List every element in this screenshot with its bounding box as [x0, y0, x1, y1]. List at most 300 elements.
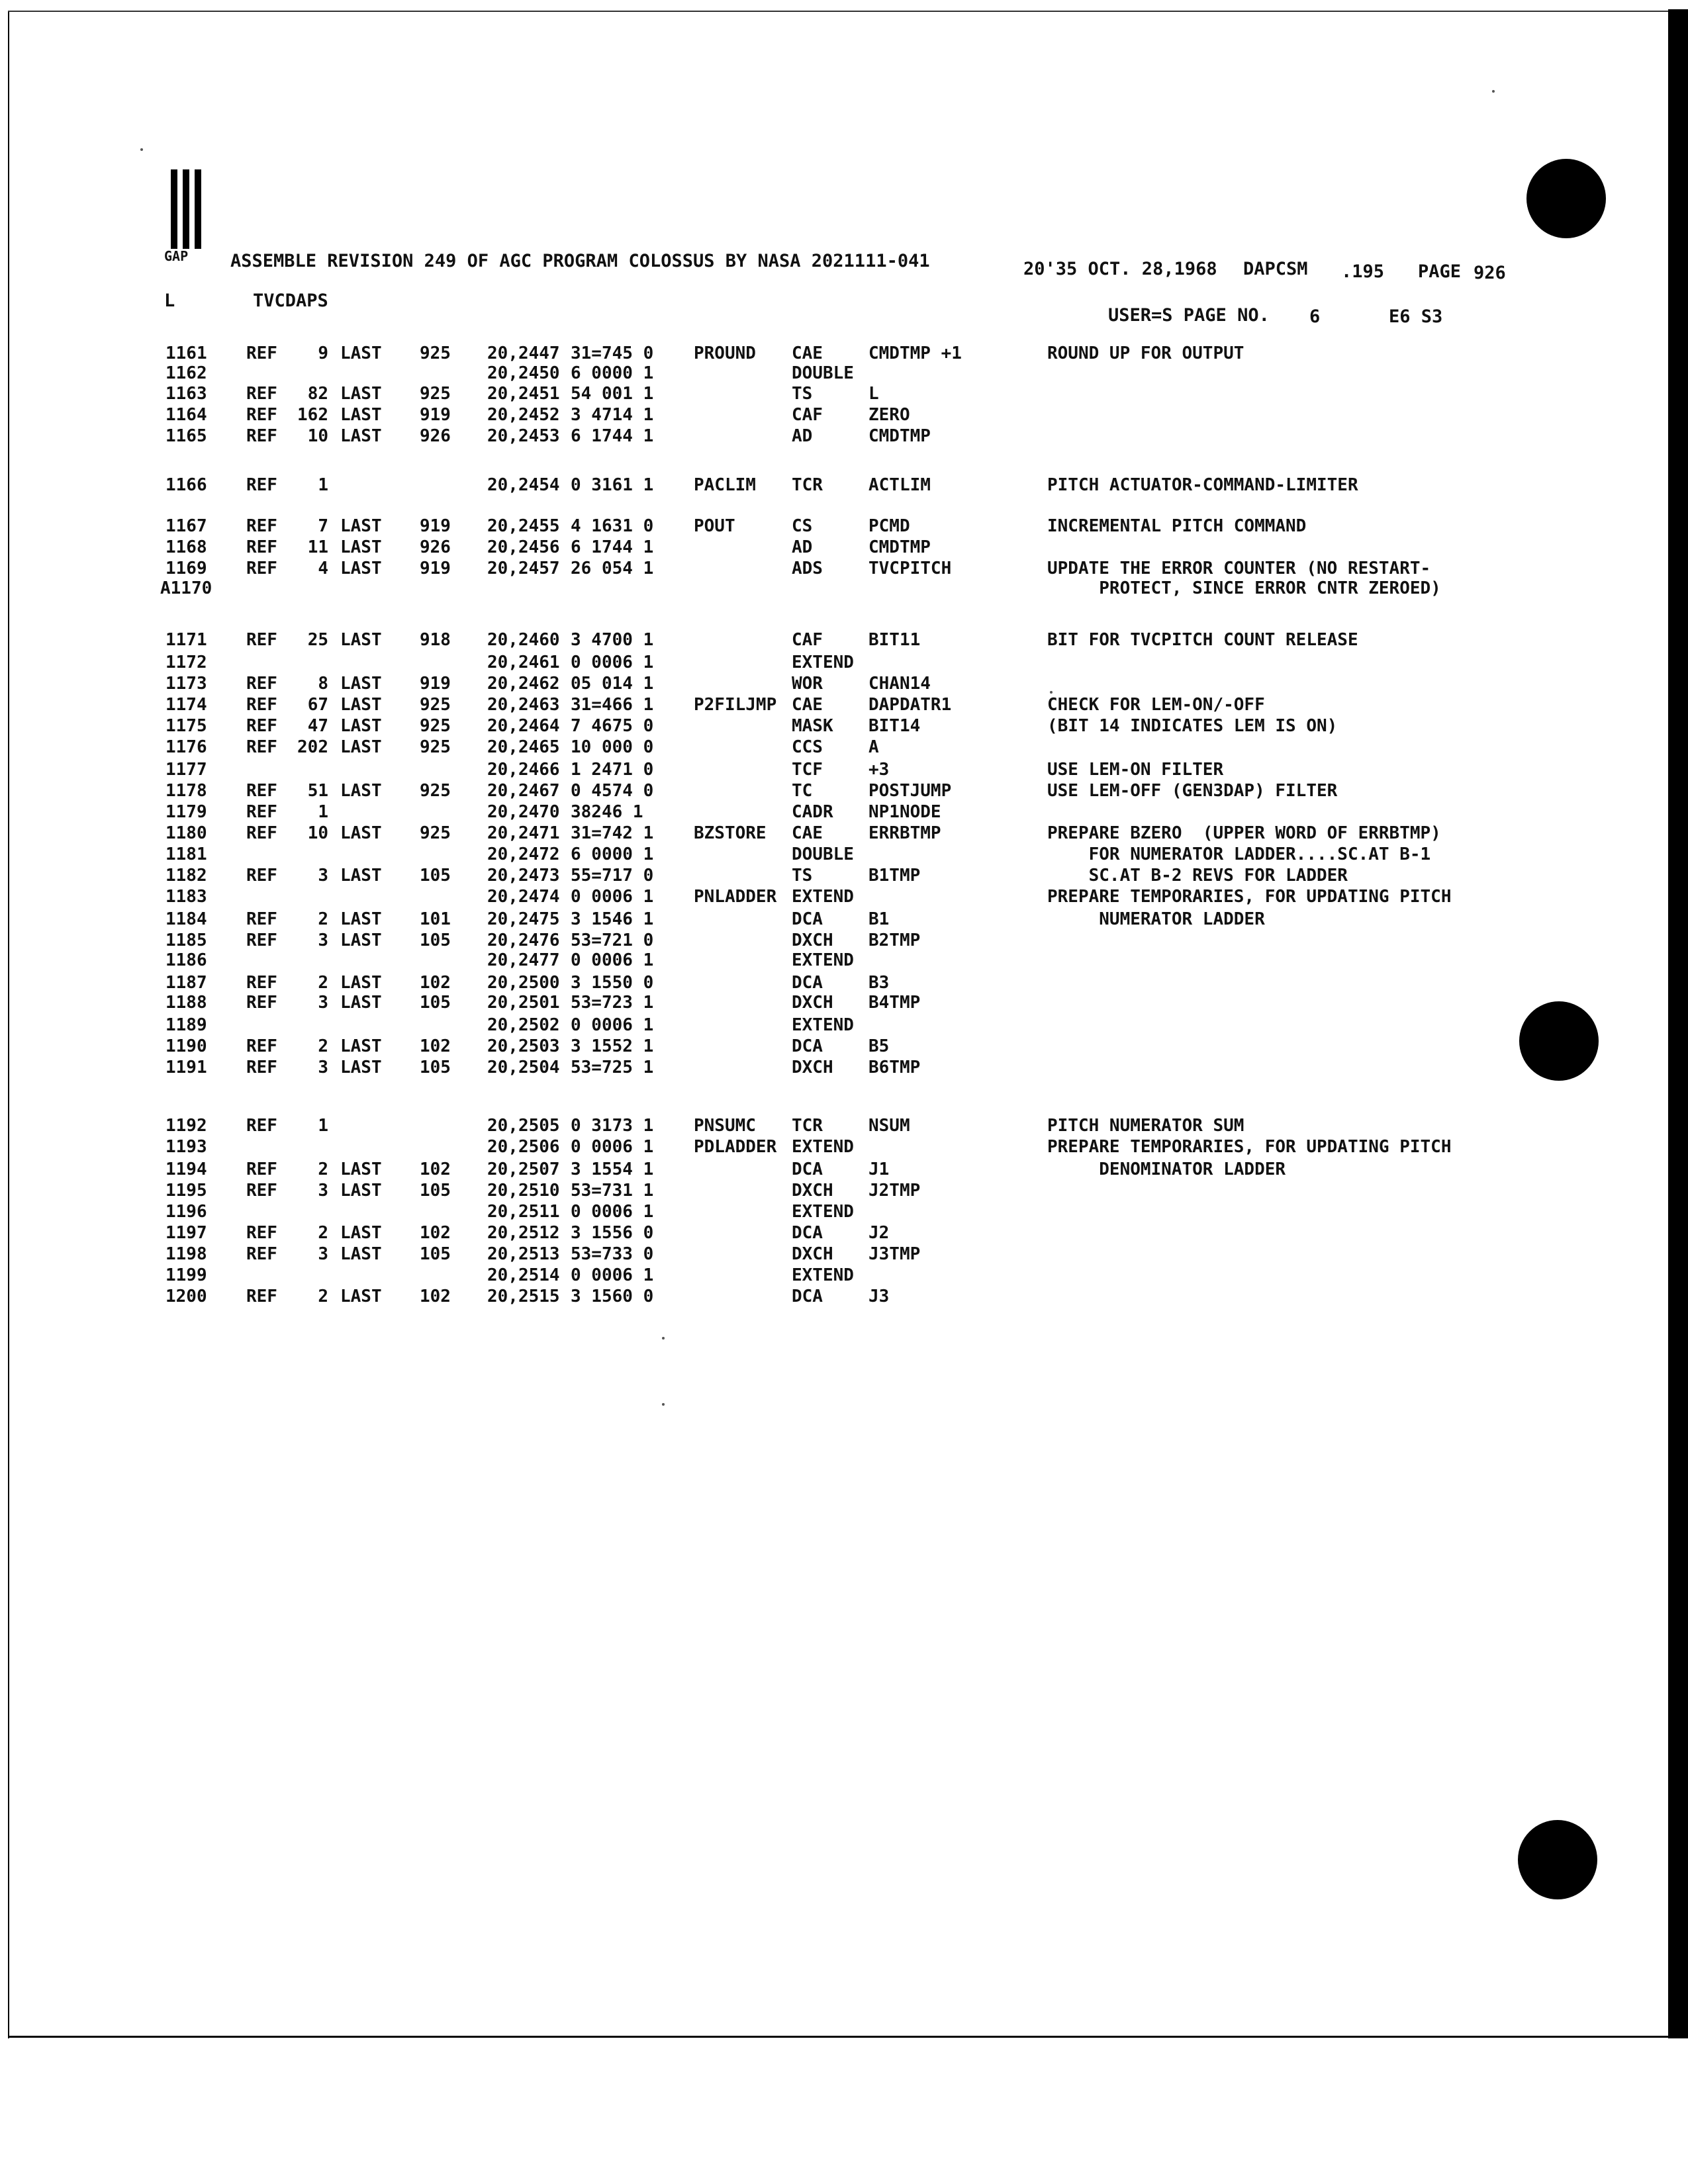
address: 20,2461 — [487, 653, 560, 672]
address: 20,2474 — [487, 887, 560, 907]
opcode: WOR — [792, 674, 823, 694]
address: 20,2513 — [487, 1244, 560, 1264]
comment: USE LEM-ON FILTER — [1047, 760, 1224, 780]
operand: B2TMP — [868, 931, 921, 950]
opcode: CAF — [792, 630, 823, 650]
ref-keyword: REF — [246, 343, 277, 363]
punch-hole-bottom — [1518, 1820, 1597, 1899]
opcode: DCA — [792, 909, 823, 929]
opcode: ADS — [792, 559, 823, 578]
line-number: 1172 — [165, 653, 207, 672]
address: 20,2456 — [487, 537, 560, 557]
address: 20,2500 — [487, 973, 560, 993]
last-keyword: LAST — [340, 866, 382, 886]
opcode: DOUBLE — [792, 363, 854, 383]
octal-code: 55=717 0 — [571, 866, 654, 886]
address: 20,2507 — [487, 1160, 560, 1179]
octal-code: 31=466 1 — [571, 695, 654, 715]
ref-count: 162 — [297, 405, 328, 425]
ref-page: 925 — [420, 823, 451, 843]
octal-code: 6 0000 1 — [571, 844, 654, 864]
opcode: TS — [792, 384, 813, 404]
ref-keyword: REF — [246, 426, 277, 446]
operand: J2TMP — [868, 1181, 921, 1201]
line-number: 1161 — [165, 343, 207, 363]
ref-count: 3 — [318, 1181, 328, 1201]
ref-count: 3 — [318, 931, 328, 950]
operand: B4TMP — [868, 993, 921, 1013]
line-number: 1198 — [165, 1244, 207, 1264]
line-number: 1173 — [165, 674, 207, 694]
operand: B5 — [868, 1036, 890, 1056]
ref-keyword: REF — [246, 866, 277, 886]
opcode: DXCH — [792, 1244, 833, 1264]
header-page-label: PAGE — [1418, 261, 1462, 282]
ref-keyword: REF — [246, 695, 277, 715]
ref-keyword: REF — [246, 559, 277, 578]
comment: CHECK FOR LEM-ON/-OFF — [1047, 695, 1265, 715]
speck — [662, 1337, 665, 1340]
comment: PREPARE TEMPORARIES, FOR UPDATING PITCH — [1047, 1137, 1452, 1157]
address: 20,2477 — [487, 950, 560, 970]
page-bottom-edge — [8, 2036, 1669, 2038]
address: 20,2464 — [487, 716, 560, 736]
octal-code: 6 0000 1 — [571, 363, 654, 383]
ref-keyword: REF — [246, 405, 277, 425]
line-number: 1164 — [165, 405, 207, 425]
operand: BIT11 — [868, 630, 921, 650]
ref-page: 105 — [420, 1058, 451, 1077]
last-keyword: LAST — [340, 973, 382, 993]
line-number: 1186 — [165, 950, 207, 970]
ref-keyword: REF — [246, 630, 277, 650]
comment: FOR NUMERATOR LADDER....SC.AT B-1 — [1047, 844, 1431, 864]
ref-count: 2 — [318, 1223, 328, 1243]
opcode: CS — [792, 516, 813, 536]
ref-keyword: REF — [246, 737, 277, 757]
opcode: TC — [792, 781, 813, 801]
comment: INCREMENTAL PITCH COMMAND — [1047, 516, 1307, 536]
line-number: 1185 — [165, 931, 207, 950]
ref-count: 11 — [307, 537, 328, 557]
comment: BIT FOR TVCPITCH COUNT RELEASE — [1047, 630, 1358, 650]
operand: ACTLIM — [868, 475, 931, 495]
address: 20,2501 — [487, 993, 560, 1013]
octal-code: 53=723 1 — [571, 993, 654, 1013]
last-keyword: LAST — [340, 931, 382, 950]
address: 20,2502 — [487, 1015, 560, 1035]
address: 20,2510 — [487, 1181, 560, 1201]
octal-code: 3 4700 1 — [571, 630, 654, 650]
opcode: DXCH — [792, 931, 833, 950]
opcode: EXTEND — [792, 950, 854, 970]
octal-code: 6 1744 1 — [571, 537, 654, 557]
comment: PREPARE BZERO (UPPER WORD OF ERRBTMP) — [1047, 823, 1441, 843]
ref-page: 102 — [420, 1223, 451, 1243]
last-keyword: LAST — [340, 1223, 382, 1243]
header-time: 20'35 OCT. 28,1968 — [1023, 259, 1217, 279]
address: 20,2467 — [487, 781, 560, 801]
speck — [662, 1403, 665, 1406]
octal-code: 1 2471 0 — [571, 760, 654, 780]
ref-page: 918 — [420, 630, 451, 650]
operand: J3 — [868, 1287, 890, 1306]
address: 20,2463 — [487, 695, 560, 715]
octal-code: 31=742 1 — [571, 823, 654, 843]
opcode: AD — [792, 537, 813, 557]
ref-count: 9 — [318, 343, 328, 363]
ref-count: 51 — [307, 781, 328, 801]
opcode: CADR — [792, 802, 833, 822]
operand: L — [868, 384, 879, 404]
last-keyword: LAST — [340, 426, 382, 446]
operand: CHAN14 — [868, 674, 931, 694]
speck — [1050, 691, 1053, 694]
octal-code: 3 1550 0 — [571, 973, 654, 993]
listing-type: L — [164, 291, 175, 311]
operand: TVCPITCH — [868, 559, 952, 578]
line-number: 1197 — [165, 1223, 207, 1243]
line-number: 1191 — [165, 1058, 207, 1077]
ref-count: 7 — [318, 516, 328, 536]
line-number: 1193 — [165, 1137, 207, 1157]
opcode: CAF — [792, 405, 823, 425]
octal-code: 0 0006 1 — [571, 653, 654, 672]
ref-page: 919 — [420, 559, 451, 578]
opcode: DXCH — [792, 993, 833, 1013]
opcode: AD — [792, 426, 813, 446]
address: 20,2512 — [487, 1223, 560, 1243]
ref-keyword: REF — [246, 475, 277, 495]
ref-keyword: REF — [246, 1223, 277, 1243]
address: 20,2514 — [487, 1265, 560, 1285]
opcode: EXTEND — [792, 1137, 854, 1157]
opcode: EXTEND — [792, 1265, 854, 1285]
operand: POSTJUMP — [868, 781, 952, 801]
opcode: CAE — [792, 695, 823, 715]
octal-code: 05 014 1 — [571, 674, 654, 694]
operand: B6TMP — [868, 1058, 921, 1077]
line-number: 1188 — [165, 993, 207, 1013]
punch-hole-top — [1526, 159, 1606, 238]
last-keyword: LAST — [340, 823, 382, 843]
octal-code: 10 000 0 — [571, 737, 654, 757]
line-number: 1180 — [165, 823, 207, 843]
ref-page: 926 — [420, 537, 451, 557]
opcode: DCA — [792, 1160, 823, 1179]
address: 20,2462 — [487, 674, 560, 694]
octal-code: 3 1552 1 — [571, 1036, 654, 1056]
octal-code: 0 3173 1 — [571, 1116, 654, 1136]
ref-keyword: REF — [246, 537, 277, 557]
opcode: EXTEND — [792, 1015, 854, 1035]
address: 20,2506 — [487, 1137, 560, 1157]
ref-page: 925 — [420, 716, 451, 736]
last-keyword: LAST — [340, 537, 382, 557]
last-keyword: LAST — [340, 781, 382, 801]
last-keyword: LAST — [340, 737, 382, 757]
octal-code: 26 054 1 — [571, 559, 654, 578]
label: POUT — [694, 516, 735, 536]
ref-keyword: REF — [246, 802, 277, 822]
comment: USE LEM-OFF (GEN3DAP) FILTER — [1047, 781, 1338, 801]
address: 20,2466 — [487, 760, 560, 780]
line-number: A1170 — [160, 578, 212, 598]
octal-code: 0 0006 1 — [571, 1202, 654, 1222]
last-keyword: LAST — [340, 1160, 382, 1179]
ref-count: 82 — [307, 384, 328, 404]
operand: DAPDATR1 — [868, 695, 952, 715]
comment: PREPARE TEMPORARIES, FOR UPDATING PITCH — [1047, 887, 1452, 907]
operand: NSUM — [868, 1116, 910, 1136]
last-keyword: LAST — [340, 630, 382, 650]
operand: CMDTMP +1 — [868, 343, 962, 363]
line-number: 1167 — [165, 516, 207, 536]
ref-keyword: REF — [246, 1181, 277, 1201]
opcode: CCS — [792, 737, 823, 757]
octal-code: 38246 1 — [571, 802, 643, 822]
last-keyword: LAST — [340, 1058, 382, 1077]
ref-page: 925 — [420, 781, 451, 801]
opcode: DXCH — [792, 1058, 833, 1077]
users-page-extra: E6 S3 — [1389, 306, 1443, 327]
line-number: 1190 — [165, 1036, 207, 1056]
header-page-number: 926 — [1474, 263, 1506, 283]
line-number: 1163 — [165, 384, 207, 404]
address: 20,2504 — [487, 1058, 560, 1077]
last-keyword: LAST — [340, 1181, 382, 1201]
ref-count: 4 — [318, 559, 328, 578]
ref-keyword: REF — [246, 1160, 277, 1179]
opcode: DCA — [792, 1223, 823, 1243]
last-keyword: LAST — [340, 909, 382, 929]
opcode: DOUBLE — [792, 844, 854, 864]
address: 20,2451 — [487, 384, 560, 404]
line-number: 1200 — [165, 1287, 207, 1306]
opcode: DCA — [792, 1036, 823, 1056]
ref-count: 25 — [307, 630, 328, 650]
comment: DENOMINATOR LADDER — [1047, 1160, 1286, 1179]
address: 20,2447 — [487, 343, 560, 363]
line-number: 1179 — [165, 802, 207, 822]
address: 20,2503 — [487, 1036, 560, 1056]
ref-count: 3 — [318, 1244, 328, 1264]
ref-count: 3 — [318, 993, 328, 1013]
opcode: TCF — [792, 760, 823, 780]
octal-code: 0 3161 1 — [571, 475, 654, 495]
octal-code: 53=725 1 — [571, 1058, 654, 1077]
operand: CMDTMP — [868, 537, 931, 557]
line-number: 1165 — [165, 426, 207, 446]
octal-code: 3 1546 1 — [571, 909, 654, 929]
ref-keyword: REF — [246, 716, 277, 736]
ref-page: 925 — [420, 384, 451, 404]
octal-code: 4 1631 0 — [571, 516, 654, 536]
line-number: 1184 — [165, 909, 207, 929]
last-keyword: LAST — [340, 384, 382, 404]
operand: NP1NODE — [868, 802, 941, 822]
octal-code: 54 001 1 — [571, 384, 654, 404]
label: PACLIM — [694, 475, 756, 495]
ref-page: 102 — [420, 1287, 451, 1306]
address: 20,2472 — [487, 844, 560, 864]
ref-count: 1 — [318, 802, 328, 822]
line-number: 1181 — [165, 844, 207, 864]
address: 20,2454 — [487, 475, 560, 495]
label: PROUND — [694, 343, 756, 363]
operand: +3 — [868, 760, 890, 780]
operand: A — [868, 737, 879, 757]
octal-code: 0 0006 1 — [571, 1265, 654, 1285]
ref-page: 102 — [420, 1160, 451, 1179]
ref-count: 1 — [318, 475, 328, 495]
last-keyword: LAST — [340, 343, 382, 363]
octal-code: 0 0006 1 — [571, 887, 654, 907]
header-assemble-line: ASSEMBLE REVISION 249 OF AGC PROGRAM COLOSSUS BY NASA 2021111-041 — [230, 251, 930, 271]
last-keyword: LAST — [340, 993, 382, 1013]
operand: ERRBTMP — [868, 823, 941, 843]
opcode: MASK — [792, 716, 833, 736]
octal-code: 3 4714 1 — [571, 405, 654, 425]
octal-code: 53=733 0 — [571, 1244, 654, 1264]
comment: PITCH ACTUATOR-COMMAND-LIMITER — [1047, 475, 1358, 495]
ref-count: 2 — [318, 1160, 328, 1179]
ref-page: 105 — [420, 866, 451, 886]
address: 20,2473 — [487, 866, 560, 886]
comment: ROUND UP FOR OUTPUT — [1047, 343, 1244, 363]
line-number: 1187 — [165, 973, 207, 993]
line-number: 1194 — [165, 1160, 207, 1179]
opcode: CAE — [792, 343, 823, 363]
ref-page: 101 — [420, 909, 451, 929]
ref-keyword: REF — [246, 1036, 277, 1056]
ref-count: 3 — [318, 1058, 328, 1077]
line-number: 1171 — [165, 630, 207, 650]
ref-page: 102 — [420, 1036, 451, 1056]
ref-count: 8 — [318, 674, 328, 694]
last-keyword: LAST — [340, 695, 382, 715]
address: 20,2457 — [487, 559, 560, 578]
operand: J3TMP — [868, 1244, 921, 1264]
ref-page: 925 — [420, 737, 451, 757]
ref-count: 47 — [307, 716, 328, 736]
ref-keyword: REF — [246, 1287, 277, 1306]
line-number: 1195 — [165, 1181, 207, 1201]
opcode: DCA — [792, 1287, 823, 1306]
ref-keyword: REF — [246, 1058, 277, 1077]
octal-code: 6 1744 1 — [571, 426, 654, 446]
comment: UPDATE THE ERROR COUNTER (NO RESTART- — [1047, 559, 1431, 578]
ref-keyword: REF — [246, 931, 277, 950]
ref-count: 3 — [318, 866, 328, 886]
ref-keyword: REF — [246, 781, 277, 801]
ref-page: 105 — [420, 993, 451, 1013]
address: 20,2453 — [487, 426, 560, 446]
line-number: 1177 — [165, 760, 207, 780]
comment: SC.AT B-2 REVS FOR LADDER — [1047, 866, 1348, 886]
ref-count: 10 — [307, 823, 328, 843]
comment: PITCH NUMERATOR SUM — [1047, 1116, 1244, 1136]
line-number: 1189 — [165, 1015, 207, 1035]
ref-keyword: REF — [246, 674, 277, 694]
ref-page: 925 — [420, 695, 451, 715]
octal-code: 0 0006 1 — [571, 1137, 654, 1157]
line-number: 1182 — [165, 866, 207, 886]
operand: J2 — [868, 1223, 890, 1243]
octal-code: 0 0006 1 — [571, 950, 654, 970]
octal-code: 3 1554 1 — [571, 1160, 654, 1179]
line-number: 1199 — [165, 1265, 207, 1285]
operand: B1 — [868, 909, 890, 929]
last-keyword: LAST — [340, 1036, 382, 1056]
octal-code: 0 4574 0 — [571, 781, 654, 801]
section-name: TVCDAPS — [253, 291, 328, 311]
ref-keyword: REF — [246, 993, 277, 1013]
ref-keyword: REF — [246, 1244, 277, 1264]
octal-code: 7 4675 0 — [571, 716, 654, 736]
ref-page: 919 — [420, 516, 451, 536]
address: 20,2475 — [487, 909, 560, 929]
users-page-number: 6 — [1309, 306, 1321, 327]
address: 20,2465 — [487, 737, 560, 757]
octal-code: 31=745 0 — [571, 343, 654, 363]
last-keyword: LAST — [340, 1244, 382, 1264]
header-program: DAPCSM — [1243, 259, 1308, 279]
last-keyword: LAST — [340, 674, 382, 694]
address: 20,2515 — [487, 1287, 560, 1306]
address: 20,2470 — [487, 802, 560, 822]
operand: ZERO — [868, 405, 910, 425]
ref-count: 2 — [318, 909, 328, 929]
comment: PROTECT, SINCE ERROR CNTR ZEROED) — [1047, 578, 1441, 598]
address: 20,2460 — [487, 630, 560, 650]
operand: B3 — [868, 973, 890, 993]
ref-count: 2 — [318, 1287, 328, 1306]
ref-count: 1 — [318, 1116, 328, 1136]
speck — [1492, 90, 1495, 93]
ref-count: 2 — [318, 1036, 328, 1056]
ref-keyword: REF — [246, 384, 277, 404]
label: P2FILJMP — [694, 695, 777, 715]
opcode: TCR — [792, 475, 823, 495]
opcode: TS — [792, 866, 813, 886]
address: 20,2471 — [487, 823, 560, 843]
line-number: 1178 — [165, 781, 207, 801]
ref-count: 67 — [307, 695, 328, 715]
line-number: 1176 — [165, 737, 207, 757]
ref-page: 105 — [420, 1244, 451, 1264]
ref-page: 919 — [420, 405, 451, 425]
address: 20,2452 — [487, 405, 560, 425]
ref-keyword: REF — [246, 823, 277, 843]
page-right-border — [1668, 9, 1688, 2038]
address: 20,2505 — [487, 1116, 560, 1136]
address: 20,2455 — [487, 516, 560, 536]
ref-page: 105 — [420, 931, 451, 950]
ref-page: 102 — [420, 973, 451, 993]
comment: (BIT 14 INDICATES LEM IS ON) — [1047, 716, 1338, 736]
last-keyword: LAST — [340, 716, 382, 736]
line-number: 1168 — [165, 537, 207, 557]
ref-keyword: REF — [246, 909, 277, 929]
opcode: EXTEND — [792, 653, 854, 672]
line-number: 1166 — [165, 475, 207, 495]
line-number: 1175 — [165, 716, 207, 736]
ref-count: 10 — [307, 426, 328, 446]
last-keyword: LAST — [340, 405, 382, 425]
ref-count: 2 — [318, 973, 328, 993]
ref-count: 202 — [297, 737, 328, 757]
